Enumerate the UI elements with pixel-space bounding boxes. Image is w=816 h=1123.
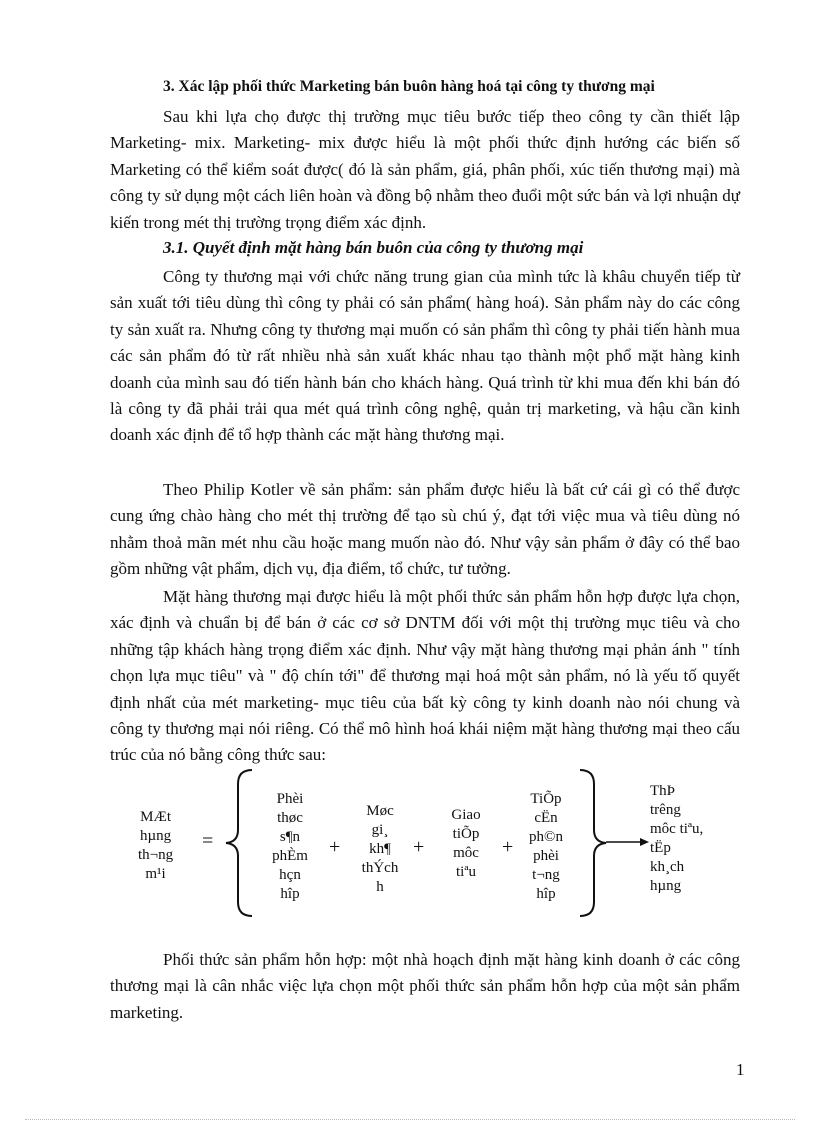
subsection-heading: 3.1. Quyết định mặt hàng bán buôn của công ty thương mại <box>163 238 584 257</box>
paragraph-4: Mặt hàng thương mại được hiểu là một phối thức sản phẩm hỗn hợp được lựa chọn, xác định và chuẩn bị để bán ở các cơ sở DNTM đối với một thị trường mục tiêu và cho những tập khách hàng trọng điểm xác định. Như vậy mặt hàng thương mại phản ánh " tính chọn lựa mục tiêu" và " độ chín tới" để thương mại hoá một sản phẩm, nó là yếu tố quyết định nhất của mét marketing- mục tiêu của bất kỳ công ty kinh doanh nào nói chung và công ty thương mại nói riêng. Có thể mô hình hoá khái niệm mặt hàng thương mại theo cấu trúc của nó bằng công thức sau: <box>110 587 740 765</box>
formula-term-product-mix: Phèi thøc s¶n phÈm hçn hîp <box>272 791 308 902</box>
formula-term-communication: Giao tiÕp môc tiªu <box>451 807 481 880</box>
formula-lhs: MÆt hµng th¬ng m¹i <box>138 809 174 882</box>
paragraph-3: Theo Philip Kotler về sản phẩm: sản phẩm được hiểu là bất cứ cái gì có thể được cung ứng chào hàng cho mét thị trường để tạo sù chú ý, đạt tới việc mua và tiêu dùng nó nhằm thoả mãn mét nhu cầu hoặc mang muốn nào đó. Như vậy sản phẩm ở đây có thể bao gồm những vật phẩm, dịch vụ, địa điểm, tổ chức, tư tưởng. <box>110 480 740 579</box>
arrow-icon <box>604 836 650 848</box>
paragraph-2: Công ty thương mại với chức năng trung gian của mình tức là khâu chuyển tiếp từ sản xuất tới tiêu dùng thì công ty phải có sản phẩm( hàng hoá). Sản phẩm này do các công ty sản xuất ra. Nhưng công ty thương mại muốn có sản phẩm thì công ty phải tiến hành mua các sản phẩm đó từ rất nhiều nhà sản xuất khác nhau tạo thành một phổ mặt hàng kinh doanh của mình sau đó tiến hành bán cho khách hàng. Quá trình từ khi mua đến khi bán đó là công ty đã phải trải qua mét quá trình công nghệ, quản trị marketing, và hậu cần kinh doanh xác định để tổ hợp thành các mặt hàng thương mại. <box>110 267 740 445</box>
equals-sign: = <box>202 830 214 852</box>
plus-sign-2: + <box>413 836 425 858</box>
paragraph-1: Sau khi lựa chọ được thị trường mục tiêu bước tiếp theo công ty cần thiết lập Marketing- mix. Marketing- mix được hiểu là một phối thức định hướng các biến số Marketing có thể kiểm soát được( đó là sản phẩm, giá, phân phối, xúc tiến thương mại) mà công ty sử dụng một cách liên hoàn và đồng bộ nhằm theo đuổi một sức bán và lợi nhuận dự kiến trong mét thị trường trọng điểm xác định. <box>110 107 740 232</box>
formula-term-distribution: TiÕp cËn ph©n phèi t¬ng hîp <box>529 791 563 902</box>
plus-sign-3: + <box>502 836 514 858</box>
paragraph-5: Phối thức sản phẩm hỗn hợp: một nhà hoạch định mặt hàng kinh doanh ở các công thương mại là cân nhắc việc lựa chọn một phối thức sản phẩm hỗn hợp của một sản phẩm marketing. <box>110 950 740 1022</box>
footer-divider <box>25 1119 795 1120</box>
formula-rhs-target-market: ThÞ trêng môc tiªu, tËp kh¸ch hµng <box>650 783 704 894</box>
formula-term-price: Møc gi¸ kh¶ thÝch h <box>361 803 399 895</box>
plus-sign-1: + <box>329 836 341 858</box>
formula-diagram <box>110 760 760 920</box>
section-heading: 3. Xác lập phối thức Marketing bán buôn hàng hoá tại công ty thương mại <box>163 78 655 95</box>
left-brace <box>222 768 256 918</box>
page-number: 1 <box>736 1060 745 1079</box>
